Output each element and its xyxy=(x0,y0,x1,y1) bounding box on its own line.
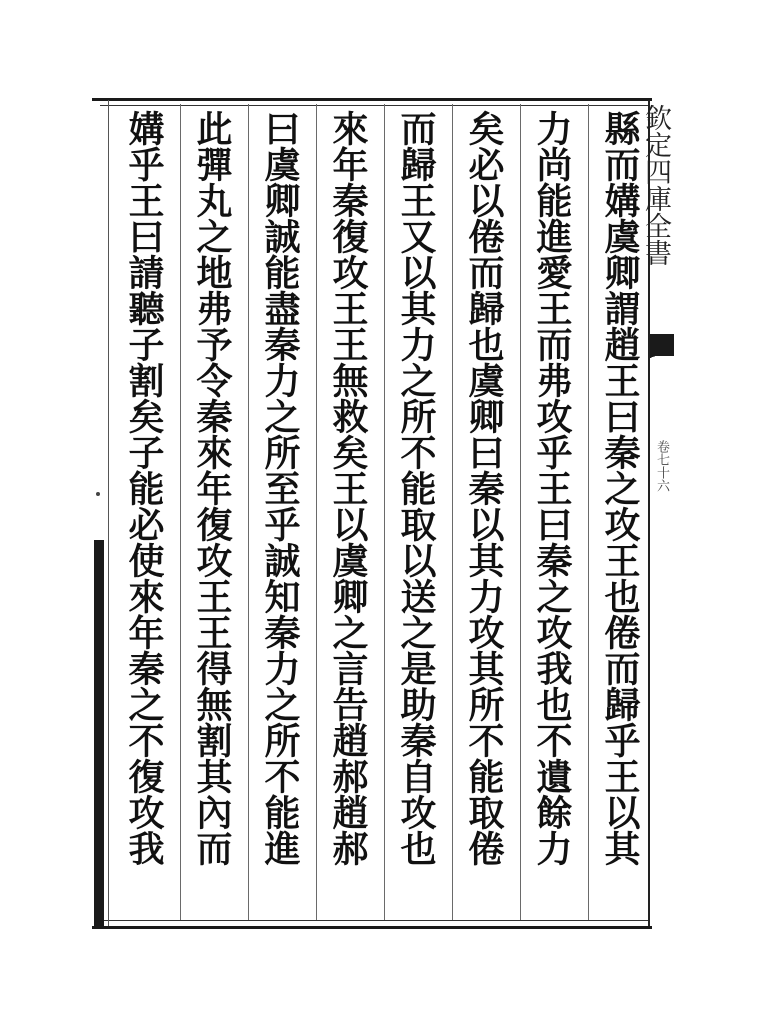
frame-bottom-border xyxy=(92,926,652,929)
banner-title: 欽定四庫全書 xyxy=(640,104,671,266)
text-column-8 xyxy=(112,104,172,920)
text-column-3 xyxy=(452,104,512,920)
frame-left-border xyxy=(94,540,104,928)
column-rule xyxy=(180,104,181,920)
frame-top-border xyxy=(92,98,652,101)
column-text: 矣必以倦而歸也虞卿曰秦以其力攻其所不能取倦 xyxy=(463,110,505,866)
column-rule xyxy=(384,104,385,920)
main-text-area xyxy=(108,104,648,920)
column-text: 來年秦復攻王王無救矣王以虞卿之言告趙郝趙郝 xyxy=(327,110,369,866)
text-column-6 xyxy=(248,104,308,920)
column-text: 縣而媾虞卿謂趙王曰秦之攻王也倦而歸乎王以其 xyxy=(599,110,641,866)
column-rule xyxy=(520,104,521,920)
text-column-1 xyxy=(588,104,648,920)
volume-label: 卷七十六 xyxy=(654,440,669,492)
column-rule xyxy=(588,104,589,920)
column-rule xyxy=(316,104,317,920)
fishtail-notch xyxy=(650,350,674,358)
column-text: 而歸王又以其力之所不能取以送之是助秦自攻也 xyxy=(395,110,437,866)
text-column-7 xyxy=(180,104,240,920)
column-rule xyxy=(248,104,249,920)
column-text: 曰虞卿誠能盡秦力之所至乎誠知秦力之所不能進 xyxy=(259,110,301,866)
column-rule xyxy=(452,104,453,920)
text-column-4 xyxy=(384,104,444,920)
column-text: 此彈丸之地弗予令秦來年復攻王王得無割其內而 xyxy=(191,110,233,866)
column-text: 媾乎王曰請聽子割矣子能必使來年秦之不復攻我 xyxy=(123,110,165,866)
text-column-5 xyxy=(316,104,376,920)
ink-speck xyxy=(96,492,100,496)
column-text: 力尚能進愛王而弗攻乎王曰秦之攻我也不遺餘力 xyxy=(531,110,573,866)
text-column-2 xyxy=(520,104,580,920)
frame-bottom-inner-border xyxy=(100,920,648,921)
